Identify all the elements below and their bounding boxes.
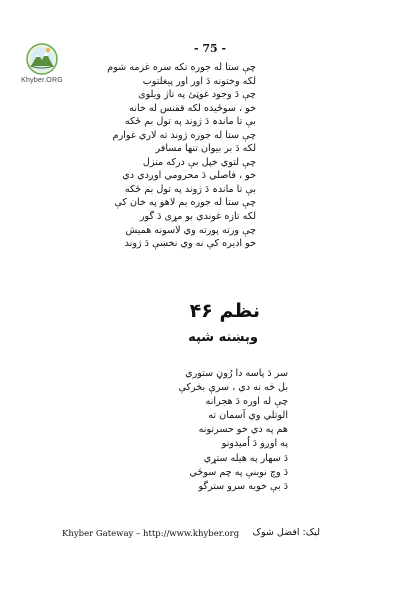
poem-line: چې لتوي خپل بې درکه منزل: [142, 156, 256, 168]
poem-line: چې له اوره دَ هجرانه: [205, 396, 288, 408]
poem-1: [56, 61, 256, 251]
poem-line: بل څه نه دي ، سرې بڅرکې: [178, 382, 288, 394]
footer-author: لیک: افضل شوک: [252, 527, 320, 538]
poem-line: خو ، فاصلي دَ محرومي اوږدي دي: [122, 170, 256, 182]
poem-2: [88, 367, 288, 494]
poem-line: لکه تازه غوندي بو مړی دَ گور: [139, 211, 256, 223]
poem-line: لکه دَ بر بیوان تنها مسافر: [155, 143, 256, 155]
poem-line: چې ورته پورته وي لاسونه همیش: [125, 224, 256, 236]
logo-text: Khyber.ORG: [21, 77, 63, 84]
poem-line: چې ستا له جوره تکه سره غرمه شوم: [107, 62, 256, 73]
poem-line: بې تا ماندہ دَ ژوند په تول بم ځکه: [124, 116, 256, 128]
poem-subtitle: وېښنه شپه: [188, 330, 258, 345]
poem-line: چې دَ وجود غوټئ په تاژ ویلوی: [138, 89, 256, 101]
poem-line: دَ وچ نوبنې په چم سوځي: [189, 466, 288, 478]
poem-line: په اوږو دَ اُمیدونو: [221, 438, 288, 450]
poem-line: دَ سهار په هیله ستړي: [203, 452, 288, 464]
poem-line: خو ادیره کې نه وي نخښې دَ ژوند: [124, 238, 256, 250]
poem-line: چې ستا له جوره بم لاهو په خان کې: [114, 197, 256, 209]
poem-line: لکه وختونه دَ اور اور پیغلتوب: [142, 75, 256, 87]
poem-line: بې تا ماندہ دَ ژوند په تول بم ځکه: [124, 183, 256, 195]
poem-line: هم په دي خو حسرتونه: [198, 424, 288, 436]
poem-line: چې ستا له جوره ژوند ته لاري غوارم: [112, 129, 256, 141]
poem-line: دَ بې خوبه سرو سترگو: [198, 480, 288, 492]
poem-line: خو ، سوځیده لکه ققنس له خانه: [129, 102, 256, 114]
poem-line: سر دَ پاسه دا رُوڼ ستوري: [185, 368, 288, 379]
page-number: - 75 -: [193, 42, 227, 55]
poem-title: نظم ۴۶: [189, 300, 260, 322]
footer-site-link: Khyber Gateway – http://www.khyber.org: [62, 529, 240, 539]
poem-line: الوتلي وي آسمان ته: [208, 410, 288, 422]
